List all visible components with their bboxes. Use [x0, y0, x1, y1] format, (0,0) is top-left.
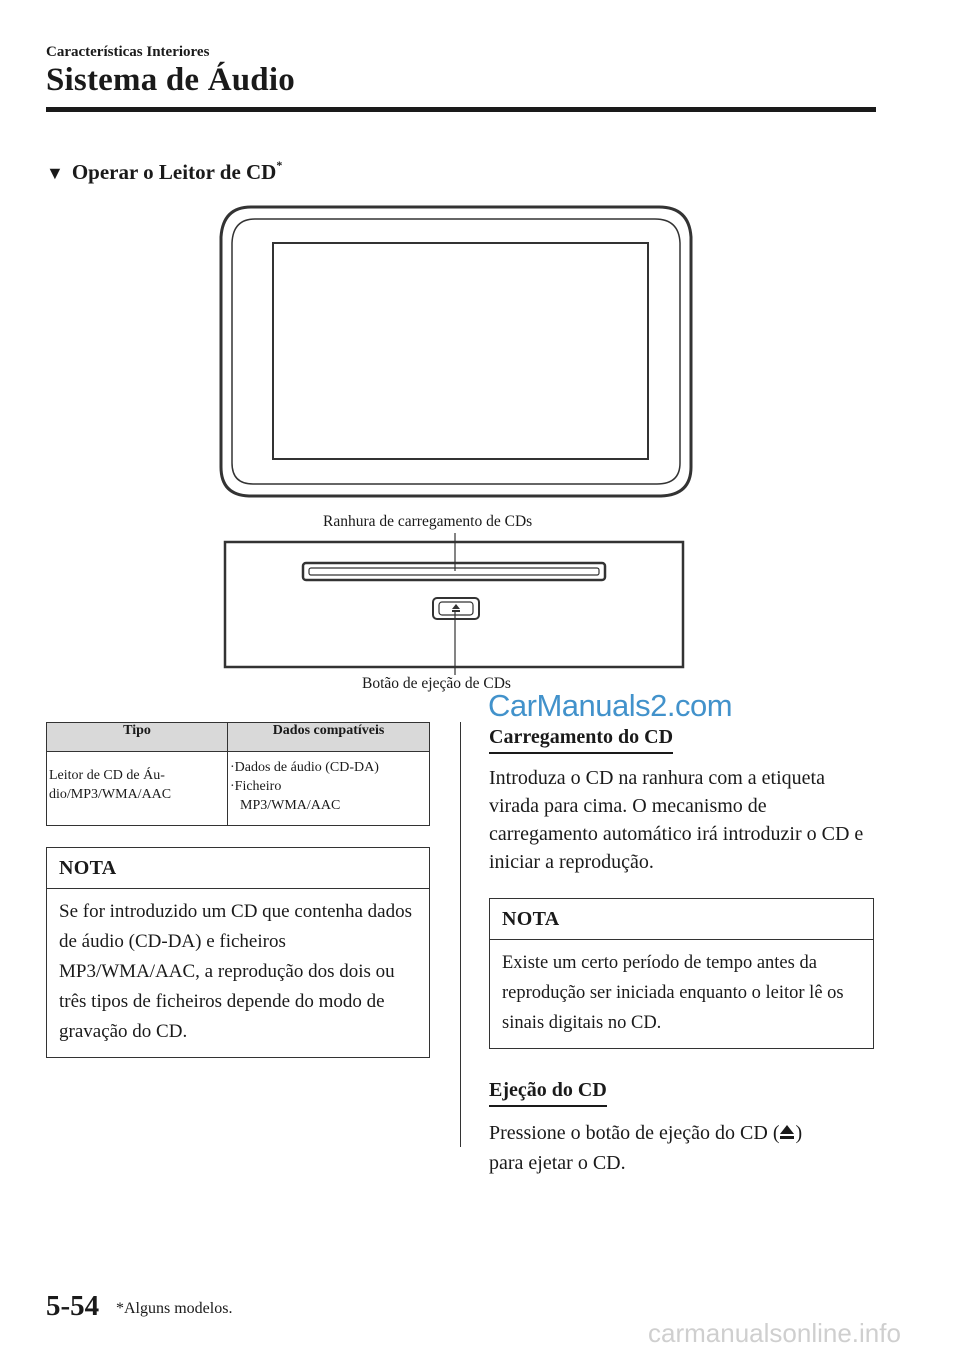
note-text: Existe um certo período de tempo antes da reprodução ser iniciada enquanto o leitor lê os sinais digitais no CD. — [502, 953, 844, 1033]
chapter-label: Características Interiores — [46, 44, 210, 60]
compatibility-table — [46, 722, 430, 826]
site-watermark: carmanualsonline.info — [648, 1318, 901, 1348]
eject-button-label: Botão de ejeção de CDs — [362, 675, 511, 692]
loading-heading: Carregamento do CD — [489, 726, 673, 754]
left-column — [46, 722, 430, 1058]
cd-slot-inner — [309, 568, 599, 575]
table-cell-data: ·Dados de áudio (CD-DA) ·Ficheiro MP3/WMA/AAC — [228, 752, 430, 826]
display-inner-frame — [232, 219, 680, 484]
column-divider — [460, 722, 461, 1147]
note-text: Se for introduzido um CD que contenha dados de áudio (CD-DA) e ficheiros MP3/WMA/AAC, a reprodução dos dois ou três tipos de ficheiros depende do modo de gravação do CD. — [59, 901, 413, 1042]
eject-icon — [779, 1121, 795, 1149]
eject-heading: Ejeção do CD — [489, 1079, 607, 1107]
title-divider — [46, 107, 876, 112]
eject-text: Pressione o botão de ejeção do CD ( ) para ejetar o CD. — [489, 1122, 803, 1174]
triangle-down-icon: ▼ — [46, 163, 64, 183]
cd-player-illustration — [215, 205, 695, 705]
section-title: Operar o Leitor de CD — [71, 160, 277, 184]
cd-player-panel — [225, 542, 683, 667]
carmanuals-watermark: CarManuals2.com — [488, 688, 733, 723]
table-cell-type: Leitor de CD de Áu- dio/MP3/WMA/AAC — [47, 752, 228, 826]
right-column — [489, 726, 877, 1177]
slot-label: Ranhura de carregamento de CDs — [323, 513, 533, 530]
display-outer-frame — [221, 207, 691, 496]
eject-symbol-icon — [452, 604, 460, 609]
table-row — [47, 752, 430, 826]
cd-slot-outer — [303, 563, 605, 580]
footnote: *Alguns modelos. — [116, 1300, 233, 1317]
display-screen — [273, 243, 648, 459]
note-heading: NOTA — [47, 848, 429, 889]
table-header-type: Tipo — [47, 723, 228, 752]
note-box-right — [489, 898, 874, 1049]
table-header-data: Dados compatíveis — [228, 723, 430, 752]
loading-text: Introduza o CD na ranhura com a etiqueta virada para cima. O mecanismo de carregamento automático irá introduzir o CD e iniciar a reprodução. — [489, 767, 864, 873]
note-box-left — [46, 847, 430, 1058]
section-heading — [46, 160, 282, 185]
page-number: 5-54 — [46, 1290, 100, 1322]
note-heading: NOTA — [490, 899, 873, 940]
page-title: Sistema de Áudio — [46, 62, 295, 98]
footnote-marker: * — [276, 158, 283, 172]
cd-player-diagram — [215, 205, 695, 705]
